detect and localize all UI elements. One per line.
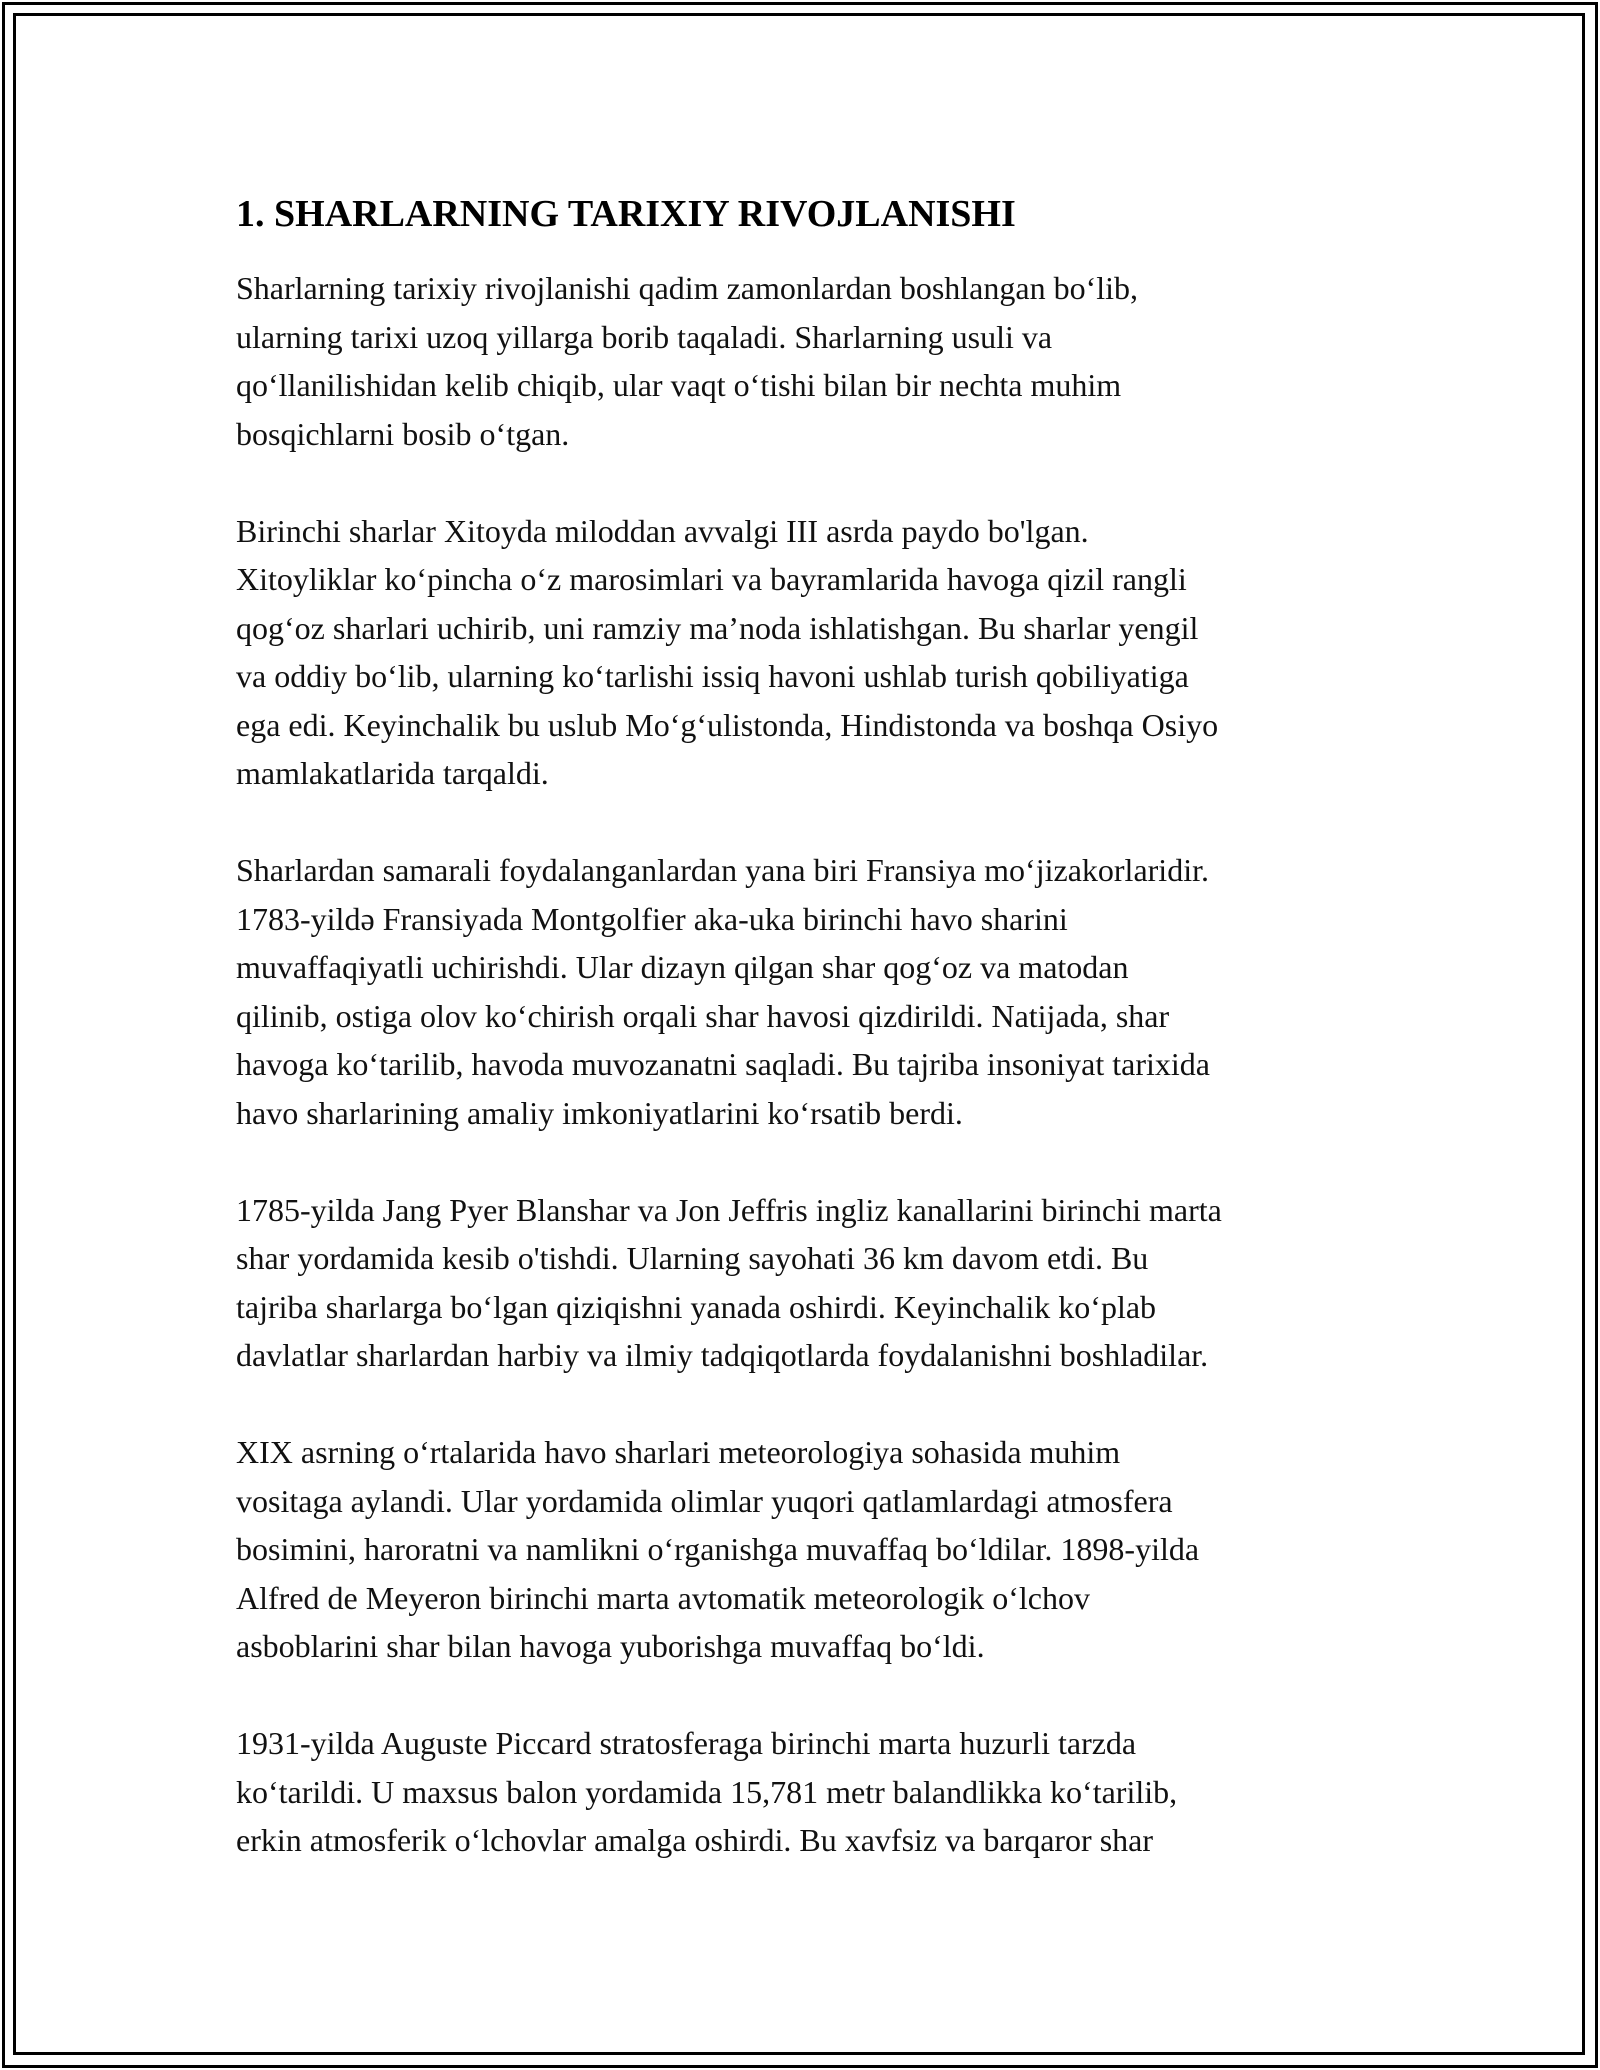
paragraph-6: 1931-yilda Auguste Piccard stratosferaga birinchi marta huzurli tarzda ko‘tarildi. U maxsus balon yordamida 15,781 metr balandlikka ko‘tarilib, erkin atmosferik o‘lchovlar amalga oshirdi. Bu xavfsiz va barqaror shar bbox=[236, 1725, 1178, 1858]
section-heading: 1. SHARLARNING TARIXIY RIVOJLANISHI bbox=[236, 193, 1016, 235]
paragraph-1: Sharlarning tarixiy rivojlanishi qadim zamonlardan boshlangan bo‘lib, ularning tarixi uzoq yillarga borib taqaladi. Sharlarning usuli va qo‘llanilishidan kelib chiqib, ular vaqt o‘tishi bilan bir nechta muhim bosqichlarni bosib o‘tgan. bbox=[236, 270, 1139, 452]
document-body bbox=[236, 190, 1376, 1913]
paragraph-5: XIX asrning o‘rtalarida havo sharlari meteorologiya sohasida muhim vositaga aylandi. Ular yordamida olimlar yuqori qatlamlardagi atmosfera bosimini, haroratni va namlikni o‘rganishga muvaffaq bo‘ldilar. 1898-yilda Alfred de Meyeron birinchi marta avtomatik meteorologik o‘lchov asboblarini shar bilan havoga yuborishga muvaffaq bo‘ldi. bbox=[236, 1434, 1200, 1664]
paragraph-4: 1785-yilda Jang Pyer Blanshar va Jon Jeffris ingliz kanallarini birinchi marta shar yordamida kesib o'tishdi. Ularning sayohati 36 km davom etdi. Bu tajriba sharlarga bo‘lgan qiziqishni yanada oshirdi. Keyinchalik ko‘plab davlatlar sharlardan harbiy va ilmiy tadqiqotlarda foydalanishni boshladilar. bbox=[236, 1191, 1222, 1373]
paragraph-2: Birinchi sharlar Xitoyda miloddan avvalgi III asrda paydo bo'lgan. Xitoyliklar ko‘pincha o‘z marosimlari va bayramlarida havoga qizil rangli qog‘oz sharlari uchirib, uni ramziy ma’noda ishlatishgan. Bu sharlar yengil va oddiy bo‘lib, ularning ko‘tarlishi issiq havoni ushlab turish qobiliyatiga ega edi. Keyinchalik bu uslub Mo‘g‘ulistonda, Hindistonda va boshqa Osiyo mamlakatlarida tarqaldi. bbox=[236, 512, 1219, 791]
paragraph-3: Sharlardan samarali foydalanganlardan yana biri Fransiya mo‘jizakorlaridir. 1783-yildə Fransiyada Montgolfier aka-uka birinchi havo sharini muvaffaqiyatli uchirishdi. Ular dizayn qilgan shar qog‘oz va matodan qilinib, ostiga olov ko‘chirish orqali shar havosi qizdirildi. Natijada, shar havoga ko‘tarilib, havoda muvozanatni saqladi. Bu tajriba insoniyat tarixida havo sharlarining amaliy imkoniyatlarini ko‘rsatib berdi. bbox=[236, 852, 1210, 1131]
